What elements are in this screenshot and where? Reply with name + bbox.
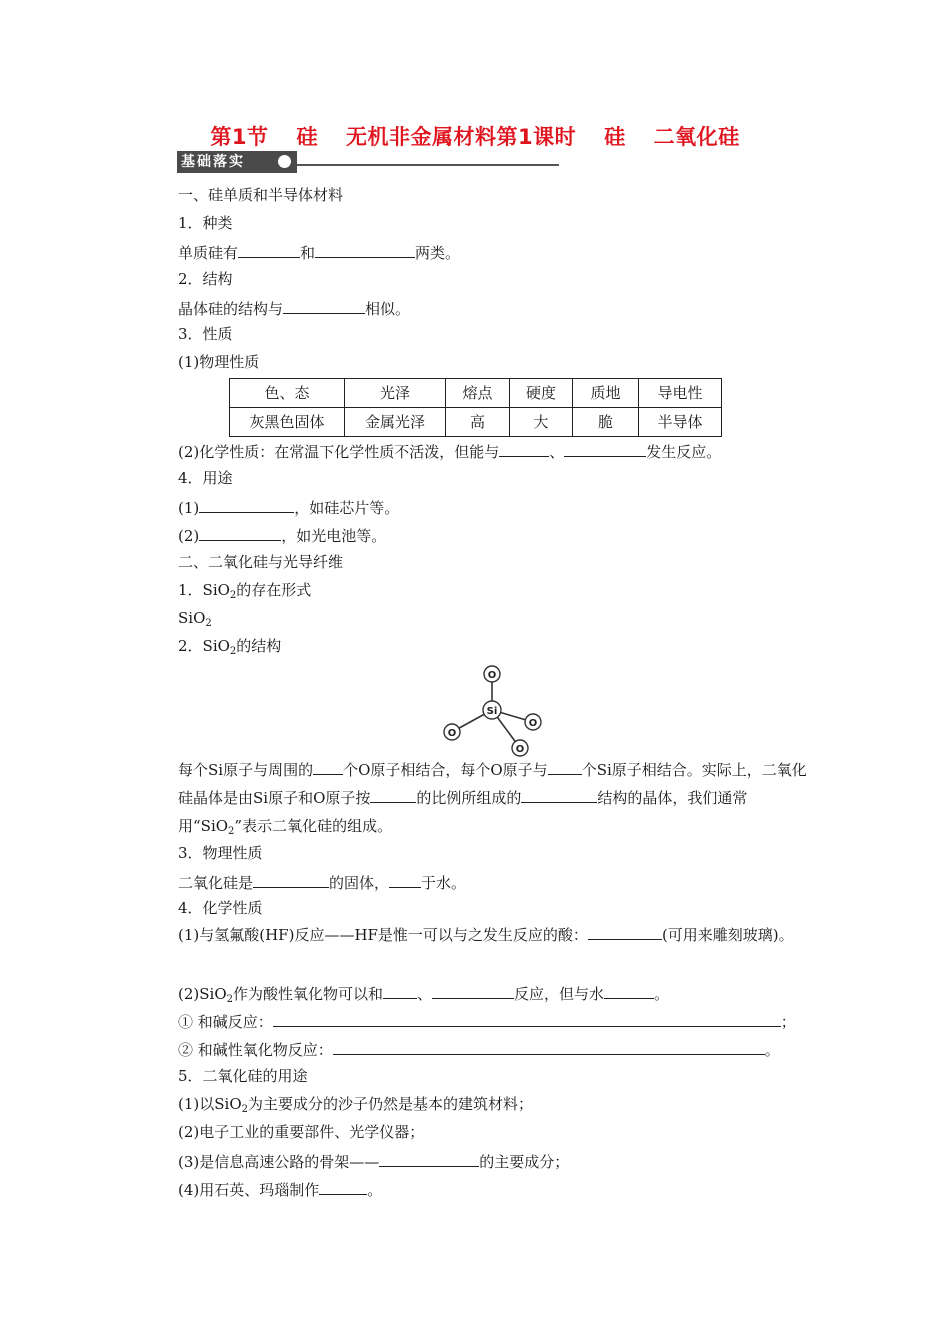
table-cell: 金属光泽 — [345, 408, 446, 437]
text: (2) — [178, 527, 200, 545]
text: 、 — [417, 985, 433, 1003]
text: ，如光电池等。 — [281, 527, 387, 545]
answer-blank — [199, 496, 294, 513]
text: (2)化学性质：在常温下化学性质不活泼，但能与 — [178, 443, 500, 461]
text: 晶体硅的结构与 — [178, 300, 284, 318]
text: 个Si原子相结合。实际上，二氧化硅晶体是由Si原子和O原子按 — [178, 761, 807, 807]
section-badge — [177, 150, 559, 174]
table-header: 硬度 — [510, 379, 573, 408]
sub-heading: (1)物理性质 — [178, 353, 260, 371]
text: (1)与氢氟酸(HF)反应——HF是惟一可以与之发生反应的酸： — [178, 926, 588, 944]
sio2-tetrahedron-diagram — [436, 660, 546, 760]
table-header: 熔点 — [446, 379, 510, 408]
text: (3)是信息高速公路的骨架—— — [178, 1153, 380, 1171]
item-heading: 4．化学性质 — [178, 899, 263, 917]
item-heading: 1．种类 — [178, 214, 233, 232]
answer-blank — [238, 241, 300, 258]
answer-blank — [333, 1038, 765, 1055]
table-cell: 大 — [510, 408, 573, 437]
text: 结构的晶体，我们通常用“SiO — [178, 789, 748, 835]
text: 的比例所组成的 — [416, 789, 522, 807]
answer-blank — [283, 297, 365, 314]
text: 相似。 — [365, 300, 411, 318]
answer-blank — [564, 440, 646, 457]
text: 。 — [764, 1041, 780, 1059]
table-header: 光泽 — [345, 379, 446, 408]
hf-reaction-paragraph — [178, 921, 810, 949]
title-part: 无机非金属材料第1课时 — [346, 125, 577, 149]
text: 的主要成分； — [479, 1153, 570, 1171]
answer-blank — [432, 982, 514, 999]
item-heading — [178, 636, 281, 656]
list-item — [178, 1094, 533, 1114]
subscript: 2 — [241, 1104, 248, 1115]
answer-blank — [521, 786, 597, 803]
text: 和 — [300, 244, 316, 262]
subscript: 2 — [205, 618, 212, 629]
item-heading — [178, 580, 311, 600]
table-header-row — [230, 379, 722, 408]
text: 的存在形式 — [236, 581, 312, 599]
subscript: 2 — [226, 994, 233, 1005]
text: ② 和碱性氧化物反应： — [178, 1041, 333, 1059]
subscript: 2 — [229, 590, 237, 601]
text: 发生反应。 — [646, 443, 722, 461]
answer-blank — [604, 982, 654, 999]
answer-blank — [253, 871, 329, 888]
badge-rule — [297, 164, 559, 166]
title-part: 硅 — [604, 125, 626, 149]
item-heading: 3．物理性质 — [178, 844, 263, 862]
badge-label: 基础落实 — [177, 151, 297, 173]
answer-blank — [389, 871, 421, 888]
oxygen-label: O — [515, 744, 525, 755]
answer-blank — [273, 1010, 781, 1027]
text: ； — [780, 1013, 796, 1031]
text: ① 和碱反应： — [178, 1013, 273, 1031]
text: 于水。 — [421, 874, 467, 892]
text: (4)用石英、玛瑙制作 — [178, 1181, 320, 1199]
fill-line — [178, 297, 410, 319]
subscript: 2 — [228, 826, 235, 837]
item-heading: 2．结构 — [178, 270, 233, 288]
list-item — [178, 1178, 382, 1200]
text: 反应，但与水 — [514, 985, 605, 1003]
answer-blank — [315, 241, 415, 258]
fill-line — [178, 1038, 780, 1060]
text: (1)以SiO — [178, 1095, 242, 1113]
fill-line — [178, 1010, 796, 1032]
bullet-dot-icon — [278, 155, 291, 168]
answer-blank — [199, 524, 281, 541]
table-cell: 高 — [446, 408, 510, 437]
answer-blank — [370, 786, 416, 803]
subscript: 2 — [229, 646, 237, 657]
text: 个O原子相结合，每个O原子与 — [343, 761, 548, 779]
text: 。 — [654, 985, 670, 1003]
answer-blank — [588, 923, 662, 940]
fill-line — [178, 871, 466, 893]
page-title — [0, 121, 950, 151]
text: 、 — [549, 443, 565, 461]
text: 的固体， — [329, 874, 390, 892]
table-row — [230, 408, 722, 437]
text: (2)SiO — [178, 985, 227, 1003]
item-heading: 4．用途 — [178, 469, 233, 487]
answer-blank — [379, 1150, 479, 1167]
section-heading: 二、二氧化硅与光导纤维 — [178, 553, 344, 571]
formula-line — [178, 608, 212, 628]
text: 的结构 — [236, 637, 282, 655]
table-header: 色、态 — [230, 379, 345, 408]
text: 每个Si原子与周围的 — [178, 761, 314, 779]
list-item: (2)电子工业的重要部件、光学仪器； — [178, 1123, 425, 1141]
structure-paragraph — [178, 756, 810, 840]
item-heading: 3．性质 — [178, 325, 233, 343]
text: ”表示二氧化硅的组成。 — [234, 817, 393, 835]
text: 作为酸性氧化物可以和 — [233, 985, 384, 1003]
text: (可用来雕刻玻璃)。 — [661, 926, 794, 944]
answer-blank — [548, 758, 582, 775]
answer-blank — [499, 440, 549, 457]
list-item — [178, 1150, 569, 1172]
fill-line — [178, 496, 399, 518]
title-part: 二氧化硅 — [653, 125, 740, 149]
text: 两类。 — [415, 244, 461, 262]
text: 为主要成分的沙子仍然是基本的建筑材料； — [248, 1095, 534, 1113]
properties-table — [229, 378, 722, 437]
text: 。 — [367, 1181, 383, 1199]
section-heading: 一、硅单质和半导体材料 — [178, 186, 344, 204]
oxygen-label: O — [447, 728, 457, 739]
oxygen-label: O — [487, 670, 497, 681]
fill-line — [178, 982, 669, 1004]
table-cell: 脆 — [573, 408, 639, 437]
text: 单质硅有 — [178, 244, 239, 262]
answer-blank — [383, 982, 417, 999]
text: 1．SiO — [178, 581, 230, 599]
table-cell: 半导体 — [639, 408, 722, 437]
text: ，如硅芯片等。 — [294, 499, 400, 517]
silicon-label: Si — [486, 706, 498, 717]
text: 二氧化硅是 — [178, 874, 254, 892]
fill-line — [178, 241, 460, 263]
title-part: 硅 — [296, 125, 318, 149]
table-header: 导电性 — [639, 379, 722, 408]
oxygen-label: O — [528, 718, 538, 729]
answer-blank — [319, 1178, 367, 1195]
text: 2．SiO — [178, 637, 230, 655]
fill-line — [178, 524, 386, 546]
text: (1) — [178, 499, 200, 517]
table-header: 质地 — [573, 379, 639, 408]
fill-line — [178, 440, 721, 462]
answer-blank — [313, 758, 343, 775]
table-cell: 灰黑色固体 — [230, 408, 345, 437]
item-heading: 5．二氧化硅的用途 — [178, 1067, 308, 1085]
title-part: 第1节 — [210, 125, 269, 149]
text: SiO — [178, 609, 206, 627]
